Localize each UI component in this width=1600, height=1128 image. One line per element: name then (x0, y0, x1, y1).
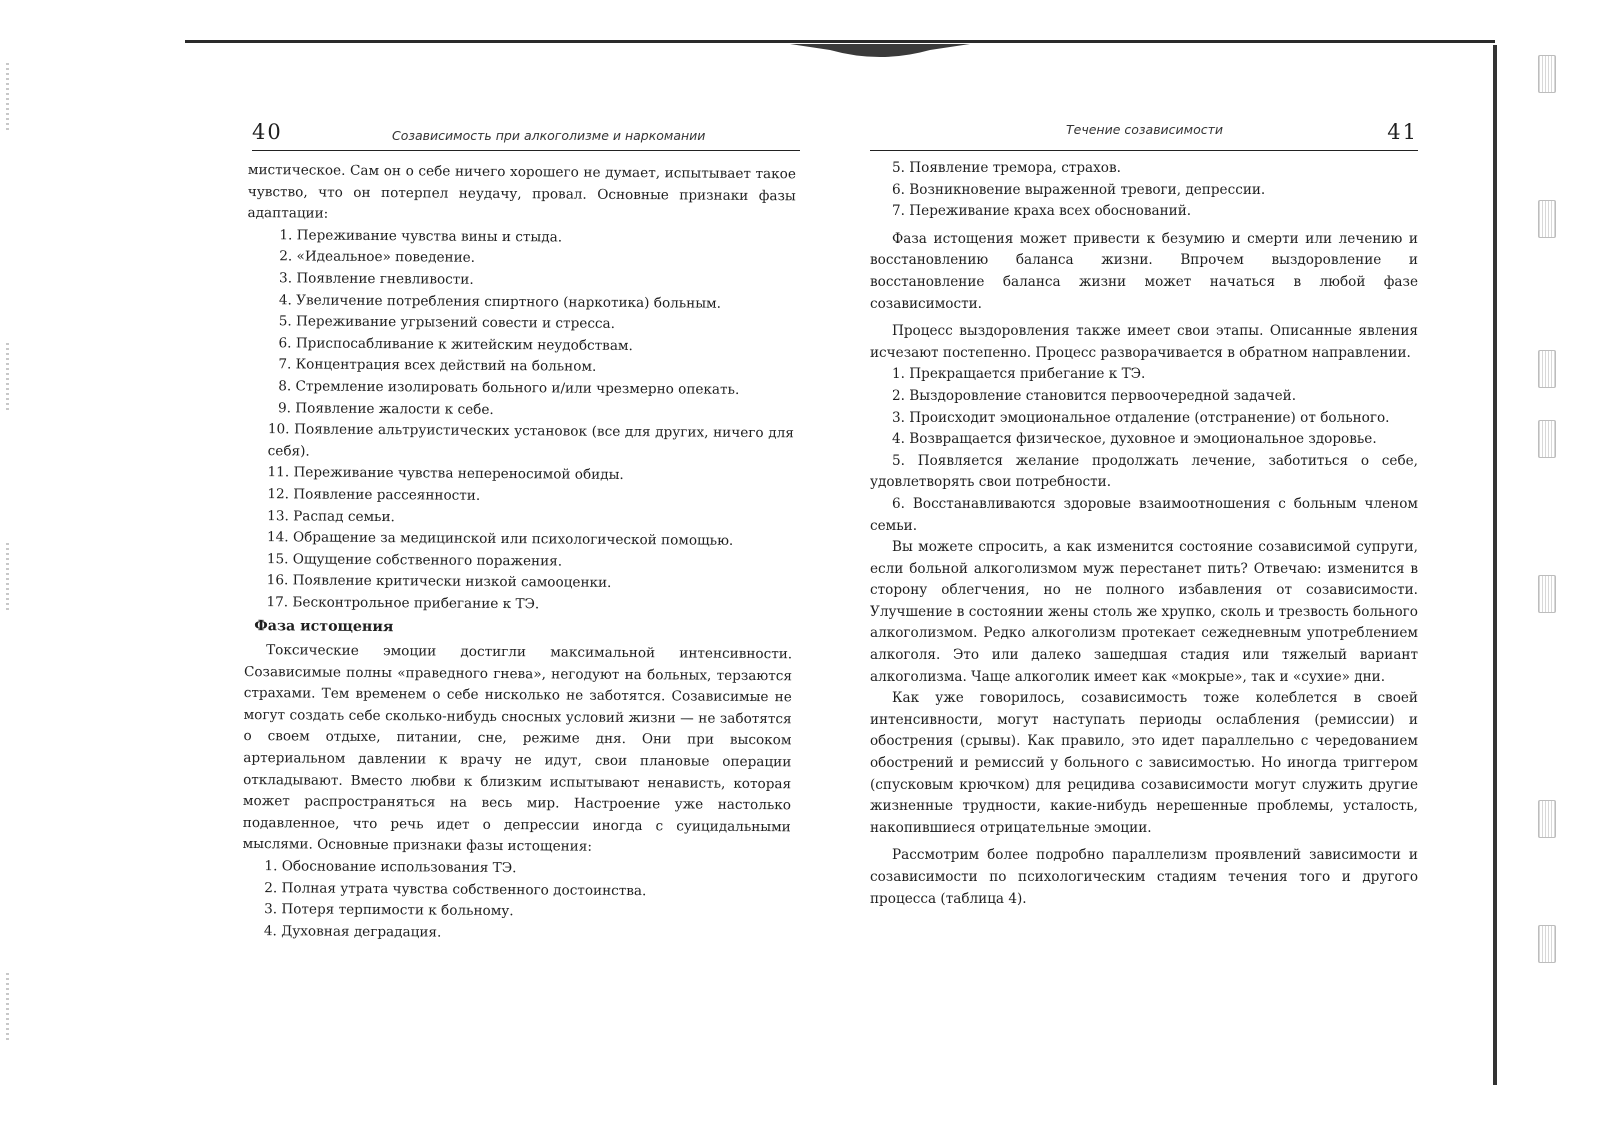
list-item: 13. Распад семьи. (267, 507, 395, 525)
list-item: 9. Появление жалости к себе. (277, 399, 494, 418)
list-item: 10. Появление альтруистических установок (все для других, ничего для себя). (267, 421, 794, 460)
scan-left-mark (6, 540, 9, 610)
list-item: 8. Стремление изолировать больного и/или чрезмерно опекать. (278, 378, 740, 398)
list-item: 3. Появление гневливости. (279, 270, 474, 288)
left-page-body (242, 160, 796, 947)
scan-edge-mark (1538, 925, 1556, 963)
list-item: 5. Появляется желание продолжать лечение, заботиться о себе, удовлетворять свои потребности. (870, 452, 1418, 491)
paragraph: Рассмотрим более подробно параллелизм проявлений зависимости и созависимости по психологическим стадиям течения того и другого процесса (таблица 4). (870, 847, 1418, 907)
list-item: 2. Полная утрата чувства собственного достоинства. (264, 879, 647, 899)
list-item: 12. Появление рассеянности. (267, 486, 481, 504)
paragraph: Вы можете спросить, а как изменится состояние созависимой супруги, если больной алкоголизмом муж перестанет пить? Отвечаю: изменится в сторону облегчения, но не полного избавления от созависимости. Улучшение в состоянии жены столь же хрупко, сколь и трезвость больного алкоголизмом. Редко алкоголизм протекает сежедневным употреблением алкоголя. Это или далеко зашедшая стадия или тяжелый вариант алкоголизма. Чаще алкоголик имеет как «мокрые», так и «сухие» дни. (870, 539, 1418, 685)
adaptation-signs-list (244, 225, 795, 618)
list-item: 2. «Идеальное» поведение. (279, 248, 476, 267)
page-number: 40 (252, 120, 283, 144)
scan-left-mark (6, 340, 9, 410)
exhaustion-signs-list (242, 856, 791, 947)
running-head: Созависимость при алкоголизме и наркомании (392, 128, 706, 143)
section-heading: Фаза истощения (254, 618, 394, 636)
list-item: 7. Переживание краха всех обоснований. (892, 203, 1192, 220)
scan-left-mark (6, 970, 9, 1040)
list-item: 5. Появление тремора, страхов. (892, 160, 1121, 176)
scan-edge-mark (1538, 575, 1556, 613)
paragraph: Фаза истощения может привести к безумию и смерти или лечению и восстановлению баланса жизни. Впрочем выздоровление и восстановление баланса жизни может начаться в любой фазе созависимости. (870, 230, 1418, 312)
paragraph: Как уже говорилось, созависимость тоже колеблется в своей интенсивности, могут наступать периоды ослабления (ремиссии) и обострения (срывы). Как правило, это идет параллельно с чередованием обострений и ремиссий у больного с зависимостью. Но иногда триггером (спусковым крючком) для рецидива созависимости могут служить другие жизненные трудности, какие-нибудь нерешенные проблемы, усталость, накопившиеся отрицательные эмоции. (870, 690, 1418, 836)
paragraph: Процесс выздоровления также имеет свои этапы. Описанные явления исчезают постепенно. Процесс разворачивается в обратном направлении. (870, 323, 1418, 361)
page-edge (1493, 45, 1497, 1085)
list-item: 7. Концентрация всех действий на больном. (278, 356, 597, 376)
scan-edge-mark (1538, 420, 1556, 458)
running-head: Течение созависимости (1066, 122, 1224, 137)
list-item: 1. Прекращается прибегание к ТЭ. (892, 366, 1146, 383)
list-item: 11. Переживание чувства непереносимой обиды. (267, 464, 624, 484)
scan-left-mark (6, 60, 9, 130)
list-item: 3. Происходит эмоциональное отдаление (отстранение) от больного. (892, 409, 1390, 426)
list-item: 6. Восстанавливаются здоровые взаимоотношения с больным членом семьи. (870, 495, 1418, 534)
book-spine-shadow (790, 42, 970, 64)
list-item: 4. Возвращается физическое, духовное и эмоциональное здоровье. (892, 431, 1377, 448)
page-number: 41 (1387, 120, 1418, 144)
list-item: 4. Увеличение потребления спиртного (наркотика) больным. (278, 291, 722, 312)
list-item: 14. Обращение за медицинской или психологической помощью. (266, 529, 734, 549)
list-item: 1. Обоснование использования ТЭ. (264, 858, 517, 877)
paragraph: мистическое. Сам он о себе ничего хорошего не думает, испытывает такое чувство, что он потерпел неудачу, провал. Основные признаки фазы адаптации: (247, 161, 796, 222)
scan-edge-mark (1538, 55, 1556, 93)
scan-edge-mark (1538, 350, 1556, 388)
list-item: 17. Бесконтрольное прибегание к ТЭ. (266, 594, 540, 613)
exhaustion-signs-list-continued (870, 158, 1418, 223)
right-page-body (870, 158, 1418, 910)
list-item: 5. Переживание угрызений совести и стресса. (278, 313, 616, 333)
list-item: 15. Ощущение собственного поражения. (266, 550, 563, 570)
right-page-header (870, 120, 1418, 151)
left-page-header (252, 120, 800, 151)
paragraph: Токсические эмоции достигли максимальной интенсивности. Созависимые полны «праведного гнева», негодуют на больных, терзаются страхами. Тем временем о себе нисколько не заботятся. Созависимые не могут создать себе сколько-нибудь сносных условий жизни — не заботятся о своем отдыхе, питании, сне, режиме дня. Они при высоком артериальном давлении к врачу не идут, свои плановые операции откладывают. Вместо любви к близким испытывают ненависть, которая может распространяться на весь мир. Настроение уже настолько подавленное, что речь идет о депрессии иногда с суицидальными мыслями. Основные признаки фазы истощения: (242, 642, 793, 856)
list-item: 3. Потеря терпимости к больному. (264, 901, 514, 920)
list-item: 4. Духовная деградация. (263, 922, 442, 941)
recovery-stages-list (870, 364, 1418, 537)
list-item: 6. Возникновение выраженной тревоги, депрессии. (892, 181, 1266, 198)
list-item: 1. Переживание чувства вины и стыда. (279, 227, 563, 246)
list-item: 2. Выздоровление становится первоочередной задачей. (892, 387, 1297, 404)
scan-edge-mark (1538, 800, 1556, 838)
list-item: 6. Приспосабливание к житейским неудобствам. (278, 334, 633, 354)
scan-edge-mark (1538, 200, 1556, 238)
list-item: 16. Появление критически низкой самооценки. (266, 572, 612, 592)
